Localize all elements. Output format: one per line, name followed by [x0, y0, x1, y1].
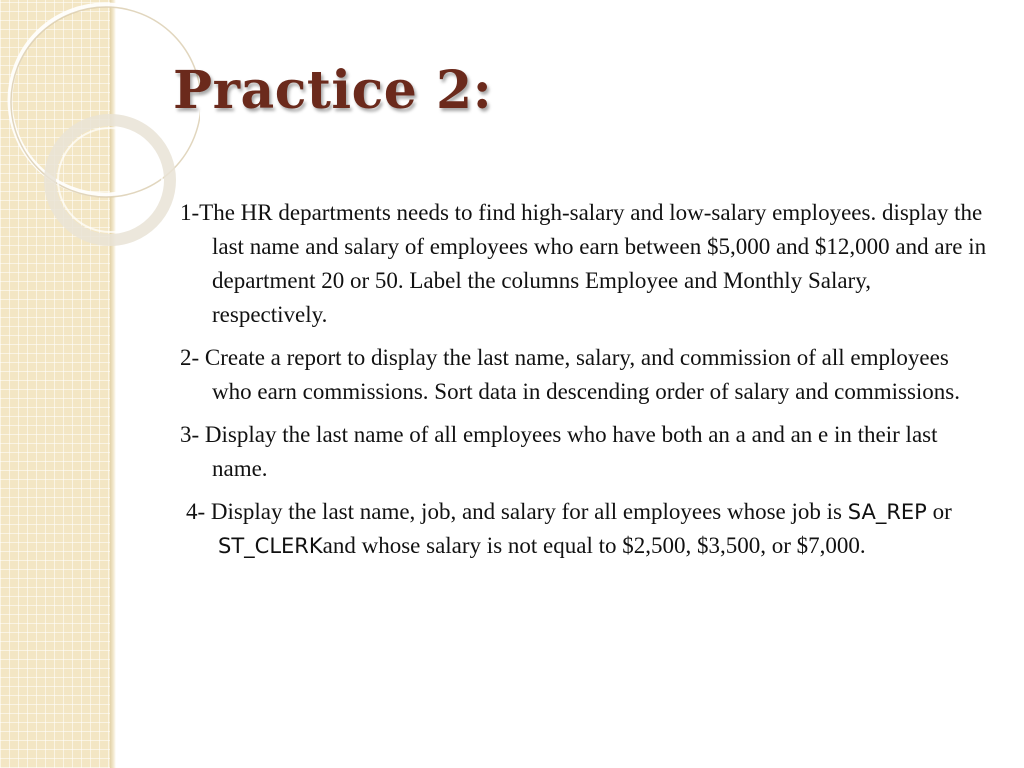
- practice-item-4: [180, 495, 990, 563]
- small-ring-inner: [58, 128, 162, 232]
- practice-item-1: 1-The HR departments needs to find high-salary and low-salary employees. display the last name and salary of employees who earn between $5,000 and $12,000 and are in department 20 or 50. Label the columns Employee and Monthly Salary, respectively.: [180, 200, 987, 327]
- slide-title: Practice 2:: [173, 60, 493, 121]
- slide-content: [180, 196, 990, 572]
- job-code-sa-rep: SA_REP: [847, 500, 927, 524]
- practice-item-3: 3- Display the last name of all employees who have both an a and an e in their last name.: [180, 422, 938, 481]
- job-code-st-clerk: ST_CLERK: [218, 534, 323, 558]
- practice-item-2: 2- Create a report to display the last name, salary, and commission of all employees who earn commissions. Sort data in descending order of salary and commissions.: [180, 345, 960, 404]
- decorative-rings: [0, 0, 200, 260]
- practice-item-4-text-a: 4- Display the last name, job, and salary for all employees whose job is: [186, 499, 848, 524]
- practice-item-4-text-c: and whose salary is not equal to $2,500, $3,500, or $7,000.: [322, 533, 866, 558]
- practice-item-4-text-b: or: [926, 499, 952, 524]
